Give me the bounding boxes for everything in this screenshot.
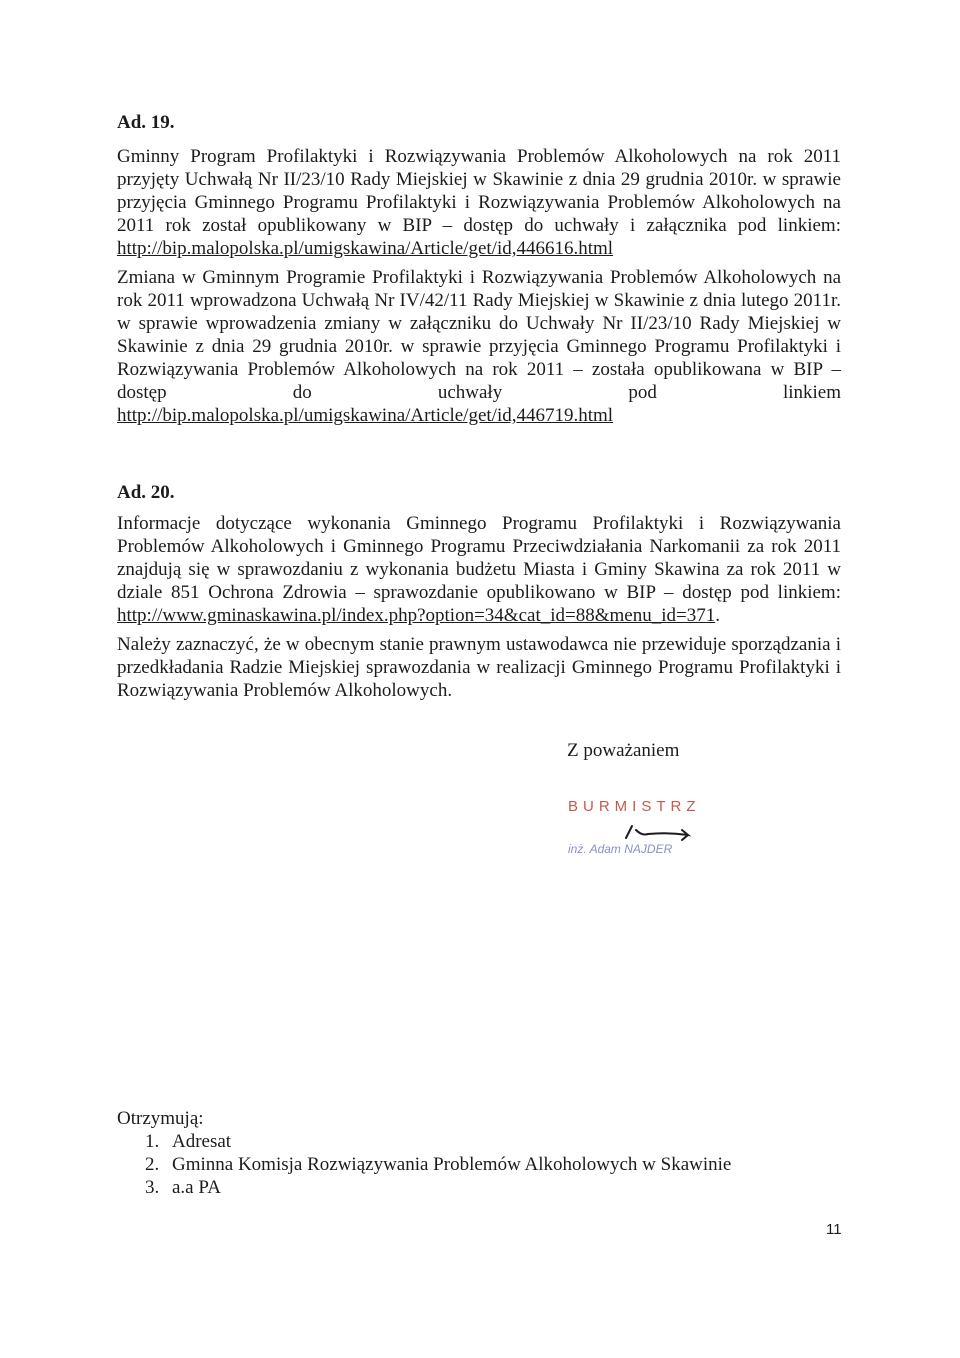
closing-regards: Z poważaniem <box>567 740 680 761</box>
ad20-paragraph-1-text: Informacje dotyczące wykonania Gminnego Programu Profilaktyki i Rozwiązywania Problemów Alkoholowych i Gminnego Programu Przeciwdziałania Narkomanii za rok 2011 znajdują się w sprawozdaniu z wykonania budżetu Miasta i Gminy Skawina za rok 2011 w dziale 851 Ochrona Zdrowia – sprawozdanie opublikowano w BIP – dostęp pod linkiem: <box>117 513 841 603</box>
mayor-stamp <box>568 798 748 860</box>
recipient-item: 1. Adresat <box>145 1131 232 1152</box>
ad20-paragraph-2: Należy zaznaczyć, że w obecnym stanie prawnym ustawodawca nie przewiduje sporządzania i przedkładania Radzie Miejskiej sprawozdania w realizacji Gminnego Programu Profilaktyki i Rozwiązywania Problemów Alkoholowych. <box>117 634 841 701</box>
stamp-name: inż. Adam NAJDER <box>568 842 673 856</box>
ad20-paragraph-1-tail: . <box>715 605 720 626</box>
ad19-heading: Ad. 19. <box>117 112 175 133</box>
ad20-heading: Ad. 20. <box>117 482 175 503</box>
recipients-label: Otrzymują: <box>117 1108 204 1129</box>
ad19-paragraph-2-text: Zmiana w Gminnym Programie Profilaktyki i Rozwiązywania Problemów Alkoholowych na rok 2011 wprowadzona Uchwałą Nr IV/42/11 Rady Miejskiej w Skawinie z dnia lutego 2011r. w sprawie wprowadzenia zmiany w załączniku do Uchwały Nr II/23/10 Rady Miejskiej w Skawinie z dnia 29 grudnia 2010r. w sprawie przyjęcia Gminnego Programu Profilaktyki i Rozwiązywania Problemów Alkoholowych na rok 2011 – została opublikowana w BIP – dostęp do uchwały pod linkiem <box>117 267 841 403</box>
ad19-paragraph-1 <box>117 145 841 260</box>
ad19-paragraph-2 <box>117 266 841 427</box>
stamp-title: BURMISTRZ <box>568 798 701 815</box>
ad20-paragraph-1 <box>117 512 841 627</box>
recipient-item: 3. a.a PA <box>145 1177 221 1198</box>
ad20-link-1[interactable]: http://www.gminaskawina.pl/index.php?option=34&cat_id=88&menu_id=371 <box>117 605 716 626</box>
ad19-paragraph-1-text: Gminny Program Profilaktyki i Rozwiązywania Problemów Alkoholowych na rok 2011 przyjęty Uchwałą Nr II/23/10 Rady Miejskiej w Skawinie z dnia 29 grudnia 2010r. w sprawie przyjęcia Gminnego Programu Profilaktyki i Rozwiązywania Problemów Alkoholowych na 2011 rok został opublikowany w BIP – dostęp do uchwały i załącznika pod linkiem: <box>117 146 841 236</box>
ad19-link-2[interactable]: http://bip.malopolska.pl/umigskawina/Article/get/id,446719.html <box>117 405 614 426</box>
recipients-list <box>145 1130 731 1199</box>
page-number: 11 <box>826 1221 842 1238</box>
recipient-item: 2. Gminna Komisja Rozwiązywania Problemów Alkoholowych w Skawinie <box>145 1154 732 1175</box>
ad19-link-1[interactable]: http://bip.malopolska.pl/umigskawina/Article/get/id,446616.html <box>117 238 614 259</box>
